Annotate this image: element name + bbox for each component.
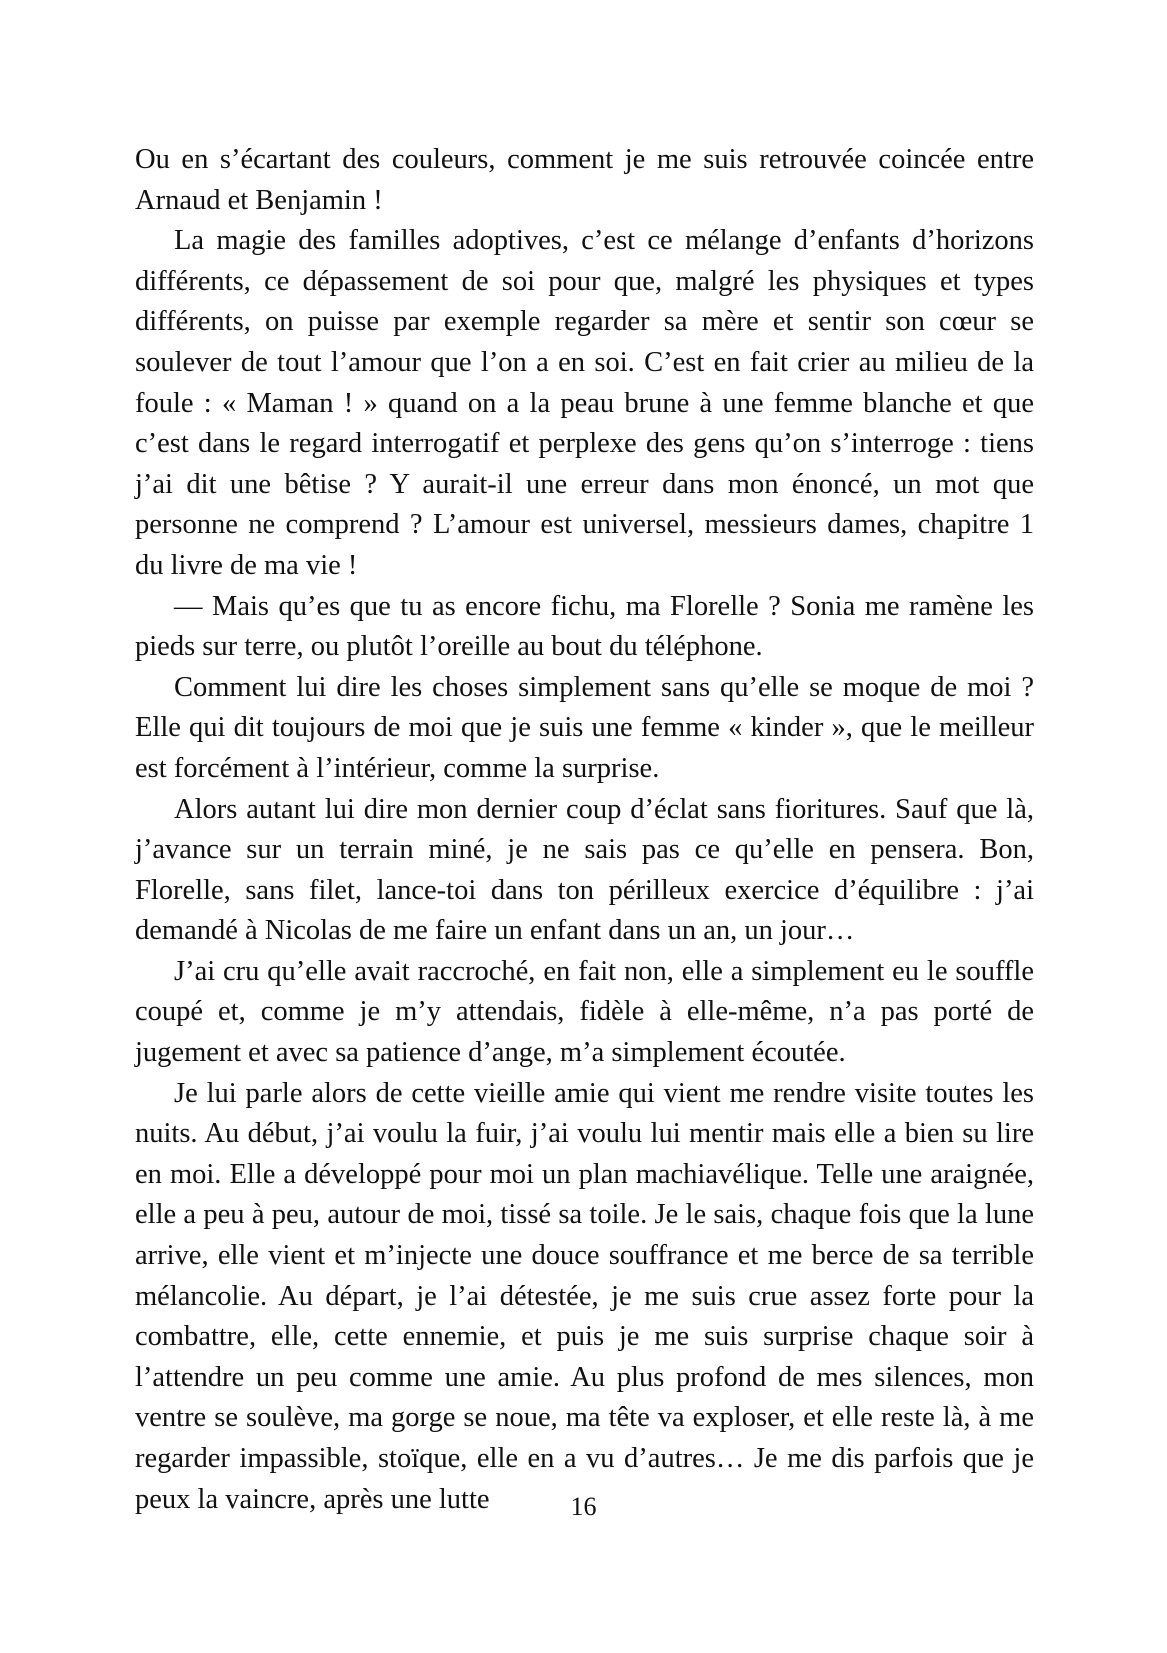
paragraph-5: Alors autant lui dire mon dernier coup d’éclat sans fioritures. Sauf que là, j’avance sur un terrain miné, je ne sais pas ce qu’elle en pensera. Bon, Florelle, sans filet, lance-toi dans ton périlleux exercice d’équilibre : j’ai demandé à Nicolas de me faire un enfant dans un an, un jour… bbox=[135, 793, 1034, 947]
page-number: 16 bbox=[570, 1492, 597, 1521]
page-body bbox=[135, 140, 1034, 1520]
paragraph-6: J’ai cru qu’elle avait raccroché, en fait non, elle a simplement eu le souffle coupé et, comme je m’y attendais, fidèle à elle-même, n’a pas porté de jugement et avec sa patience d’ange, m’a simplement écoutée. bbox=[135, 955, 1034, 1069]
paragraph-3: — Mais qu’es que tu as encore fichu, ma Florelle ? Sonia me ramène les pieds sur terre, ou plutôt l’oreille au bout du téléphone. bbox=[135, 590, 1034, 663]
paragraph-4: Comment lui dire les choses simplement sans qu’elle se moque de moi ? Elle qui dit toujours de moi que je suis une femme « kinder », que le meilleur est forcément à l’intérieur, comme la surprise. bbox=[135, 671, 1034, 784]
paragraph-1: Ou en s’écartant des couleurs, comment je me suis retrouvée coincée entre Arnaud et Benjamin ! bbox=[135, 144, 1034, 216]
paragraph-2: La magie des familles adoptives, c’est ce mélange d’enfants d’horizons différents, ce dépassement de soi pour que, malgré les physiques et types différents, on puisse par exemple regarder sa mère et sentir son cœur se soulever de tout l’amour que l’on a en soi. C’est en fait crier au milieu de la foule : « Maman ! » quand on a la peau brune à une femme blanche et que c’est dans le regard interrogatif et perplexe des gens qu’on s’interroge : tiens j’ai dit une bêtise ? Y aurait-il une erreur dans mon énoncé, un mot que personne ne comprend ? L’amour est universel, messieurs dames, chapitre 1 du livre de ma vie ! bbox=[135, 225, 1034, 581]
paragraph-7: Je lui parle alors de cette vieille amie qui vient me rendre visite toutes les nuits. Au début, j’ai voulu la fuir, j’ai voulu lui mentir mais elle a bien su lire en moi. Elle a développé pour moi un plan machiavélique. Telle une araignée, elle a peu à peu, autour de moi, tissé sa toile. Je le sais, chaque fois que la lune arrive, elle vient et m’injecte une douce souffrance et me berce de sa terrible mélancolie. Au départ, je l’ai détestée, je me suis crue assez forte pour la combattre, elle, cette ennemie, et puis je me suis surprise chaque soir à l’attendre un peu comme une amie. Au plus profond de mes silences, mon ventre se soulève, ma gorge se noue, ma tête va exploser, et elle reste là, à me regarder impassible, stoïque, elle en a vu d’autres… Je me dis parfois que je peux la vaincre, après une lutte bbox=[135, 1077, 1034, 1515]
